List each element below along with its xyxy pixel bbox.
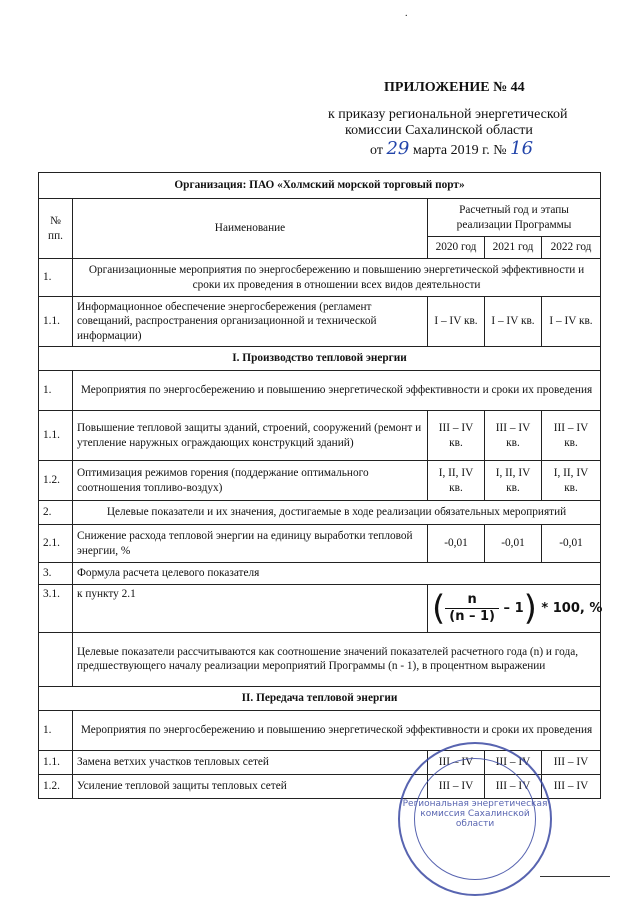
row-number: 1.1.	[39, 297, 73, 347]
row-formula-ref: к пункту 2.1	[73, 585, 428, 633]
official-seal	[398, 742, 552, 896]
cell-2020: -0,01	[428, 525, 485, 563]
header-line-1: к приказу региональной энергетической	[328, 107, 568, 122]
header-period: Расчетный год и этапы реализации Программы	[428, 199, 601, 237]
row-note: Целевые показатели рассчитываются как соотношение значений показателей расчетного года (n) и года, предшествующего началу реализации мероприятий Программы (n - 1), в процентном выражении	[73, 632, 601, 686]
header-name: Наименование	[73, 199, 428, 259]
formula-cell	[428, 585, 601, 633]
row-combustion-optimization: Оптимизация режимов горения (поддержание оптимального соотношения топливо-воздух)	[73, 461, 428, 501]
row-number: 2.	[39, 501, 73, 525]
cell-2021: III – IV	[485, 774, 542, 798]
year-2020: 2020 год	[428, 237, 485, 259]
header-date-line	[370, 138, 533, 159]
year-2022: 2022 год	[542, 237, 601, 259]
row-number: 1.1.	[39, 750, 73, 774]
cell-2022: -0,01	[542, 525, 601, 563]
cell-2021: I – IV кв.	[485, 297, 542, 347]
signature-line	[540, 876, 610, 877]
row-measures: Мероприятия по энергосбережению и повышению энергетической эффективности и сроки их проведения	[73, 710, 601, 750]
program-table	[38, 172, 601, 799]
section-heat-transmission: II. Передача тепловой энергии	[39, 686, 601, 710]
date-prefix: от	[370, 143, 383, 158]
row-number: 3.	[39, 563, 73, 585]
cell-2022: III – IV	[542, 750, 601, 774]
formula-denominator: (n – 1)	[449, 608, 496, 624]
formula-multiplier: * 100, %	[541, 600, 603, 616]
formula-minus-one: – 1	[503, 600, 524, 616]
row-number: 2.1.	[39, 525, 73, 563]
row-number: 1.	[39, 259, 73, 297]
row-formula-title: Формула расчета целевого показателя	[73, 563, 601, 585]
seal-text: Региональная энергетическая комиссия Сахалинской области	[402, 799, 548, 829]
cell-2021: -0,01	[485, 525, 542, 563]
row-measures: Мероприятия по энергосбережению и повышению энергетической эффективности и сроки их проведения	[73, 371, 601, 411]
cell-2021: III – IV	[485, 750, 542, 774]
cell-2022: I, II, IV кв.	[542, 461, 601, 501]
header-number: № пп.	[39, 199, 73, 259]
row-number: 1.	[39, 371, 73, 411]
cell-2021: I, II, IV кв.	[485, 461, 542, 501]
cell-2020: III – IV	[428, 750, 485, 774]
scan-speck: .	[405, 8, 408, 19]
section-heat-production: I. Производство тепловой энергии	[39, 347, 601, 371]
cell-2022: III – IV кв.	[542, 411, 601, 461]
row-replace-networks: Замена ветхих участков тепловых сетей	[73, 750, 428, 774]
cell-2022: III – IV	[542, 774, 601, 798]
cell-2021: III – IV кв.	[485, 411, 542, 461]
cell-2020: III – IV	[428, 774, 485, 798]
appendix-title: ПРИЛОЖЕНИЕ № 44	[384, 80, 525, 95]
date-day-handwritten: 29	[386, 138, 410, 159]
row-target-indicators: Целевые показатели и их значения, достигаемые в ходе реализации обязательных мероприятий	[73, 501, 601, 525]
order-number-handwritten: 16	[510, 138, 534, 159]
cell-2020: I – IV кв.	[428, 297, 485, 347]
target-formula: ( $\frac{n}{(n - 1)}$ – 1) * 100, %	[432, 588, 603, 628]
row-heat-reduction: Снижение расхода тепловой энергии на единицу выработки тепловой энергии, %	[73, 525, 428, 563]
row-thermal-protection: Повышение тепловой защиты зданий, строений, сооружений (ремонт и утепление наружных ограждающих конструкций зданий)	[73, 411, 428, 461]
date-rest: марта 2019 г. №	[412, 143, 507, 158]
cell-2022: I – IV кв.	[542, 297, 601, 347]
row-number: 1.2.	[39, 461, 73, 501]
row-number: 1.	[39, 710, 73, 750]
cell-2020: III – IV кв.	[428, 411, 485, 461]
formula-numerator: n	[445, 592, 499, 609]
row-number: 1.2.	[39, 774, 73, 798]
year-2021: 2021 год	[485, 237, 542, 259]
row-number: 1.1.	[39, 411, 73, 461]
row-network-protection: Усиление тепловой защиты тепловых сетей	[73, 774, 428, 798]
cell-2020: I, II, IV кв.	[428, 461, 485, 501]
row-number: 3.1.	[39, 585, 73, 633]
header-line-2: комиссии Сахалинской области	[345, 123, 533, 138]
row-org-measures: Организационные мероприятия по энергосбережению и повышению энергетической эффективности и сроки их проведения в отношении всех видов деятельности	[73, 259, 601, 297]
organization-title: Организация: ПАО «Холмский морской торговый порт»	[39, 173, 601, 199]
row-number-empty	[39, 632, 73, 686]
row-info-support: Информационное обеспечение энергосбережения (регламент совещаний, распространения организационной и технической информации)	[73, 297, 428, 347]
